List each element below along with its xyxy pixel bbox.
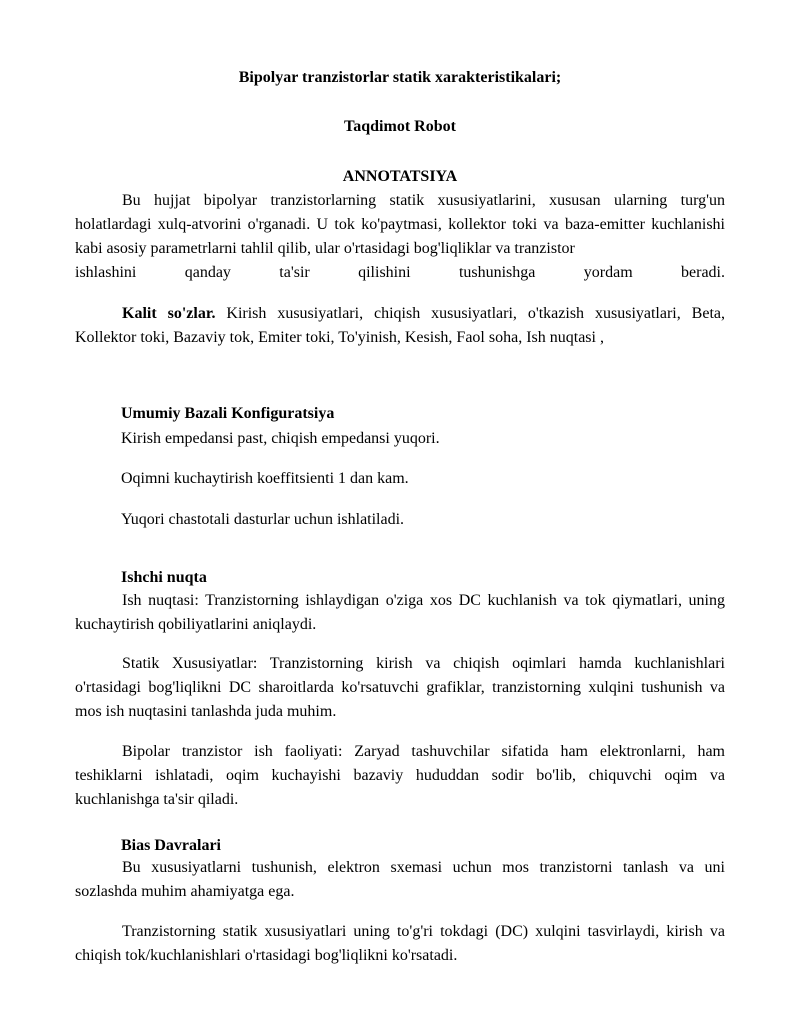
section1-item-3: Yuqori chastotali dasturlar uchun ishlatiladi. [121,511,405,528]
document-title: Bipolyar tranzistorlar statik xarakteristikalari; [238,69,562,86]
keywords-paragraph [75,302,725,350]
section1-item-2: Oqimni kuchaytirish koeffitsienti 1 dan kam. [121,470,409,487]
document-author: Taqdimot Robot [344,118,456,135]
keywords-text: Kirish xususiyatlari, chiqish xususiyatlari, o'tkazish xususiyatlari, Beta, Kollektor toki, Bazaviy tok, Emiter toki, To'yinish, Kesish, Faol soha, Ish nuqtasi , [75,305,725,346]
annotation-heading: ANNOTATSIYA [342,168,458,185]
section3-paragraph-2: Tranzistorning statik xususiyatlari uning to'g'ri tokdagi (DC) xulqini tasvirlaydi, kirish va chiqish tok/kuchlanishlari o'rtasidagi bog'liqlikni ko'rsatadi. [75,923,725,964]
annotation-last-line: ishlashini qanday ta'sir qilishini tushunishga yordam beradi. [75,264,725,281]
section-heading-operating-point: Ishchi nuqta [121,569,207,586]
section1-item-1: Kirish empedansi past, chiqish empedansi yuqori. [121,430,440,447]
section2-paragraph-3: Bipolar tranzistor ish faoliyati: Zaryad tashuvchilar sifatida ham elektronlarni, ham teshiklarni ishlatadi, oqim kuchayishi bazaviy hududdan sodir bo'lib, chiquvchi oqim va kuchlanishga ta'sir qiladi. [75,743,725,808]
annotation-text: Bu hujjat bipolyar tranzistorlarning statik xususiyatlarini, xususan ularning turg'un holatlardagi xulq-atvorini o'rganadi. U tok ko'paytmasi, kollektor toki va baza-emitter kuchlanishi kabi asosiy parametrlarni tahlil qilib, ular o'rtasidagi bog'liqliklar va tranzistor [75,192,725,257]
section-heading-bias-circuits: Bias Davralari [121,837,221,854]
section2-paragraph-1: Ish nuqtasi: Tranzistorning ishlaydigan o'ziga xos DC kuchlanish va tok qiymatlari, uning kuchaytirish qobiliyatlarini aniqlaydi. [75,592,725,633]
section-heading-common-base: Umumiy Bazali Konfiguratsiya [121,405,335,422]
annotation-paragraph [75,189,725,285]
section2-paragraph-2: Statik Xususiyatlar: Tranzistorning kirish va chiqish oqimlari hamda kuchlanishlari o'rtasidagi bog'liqlikni DC sharoitlarda ko'rsatuvchi grafiklar, tranzistorning xulqini tushunish va mos ish nuqtasini tanlashda juda muhim. [75,655,725,720]
section3-paragraph-1: Bu xususiyatlarni tushunish, elektron sxemasi uchun mos tranzistorni tanlash va uni sozlashda muhim ahamiyatga ega. [75,859,725,900]
keywords-label: Kalit so'zlar. [122,305,216,322]
